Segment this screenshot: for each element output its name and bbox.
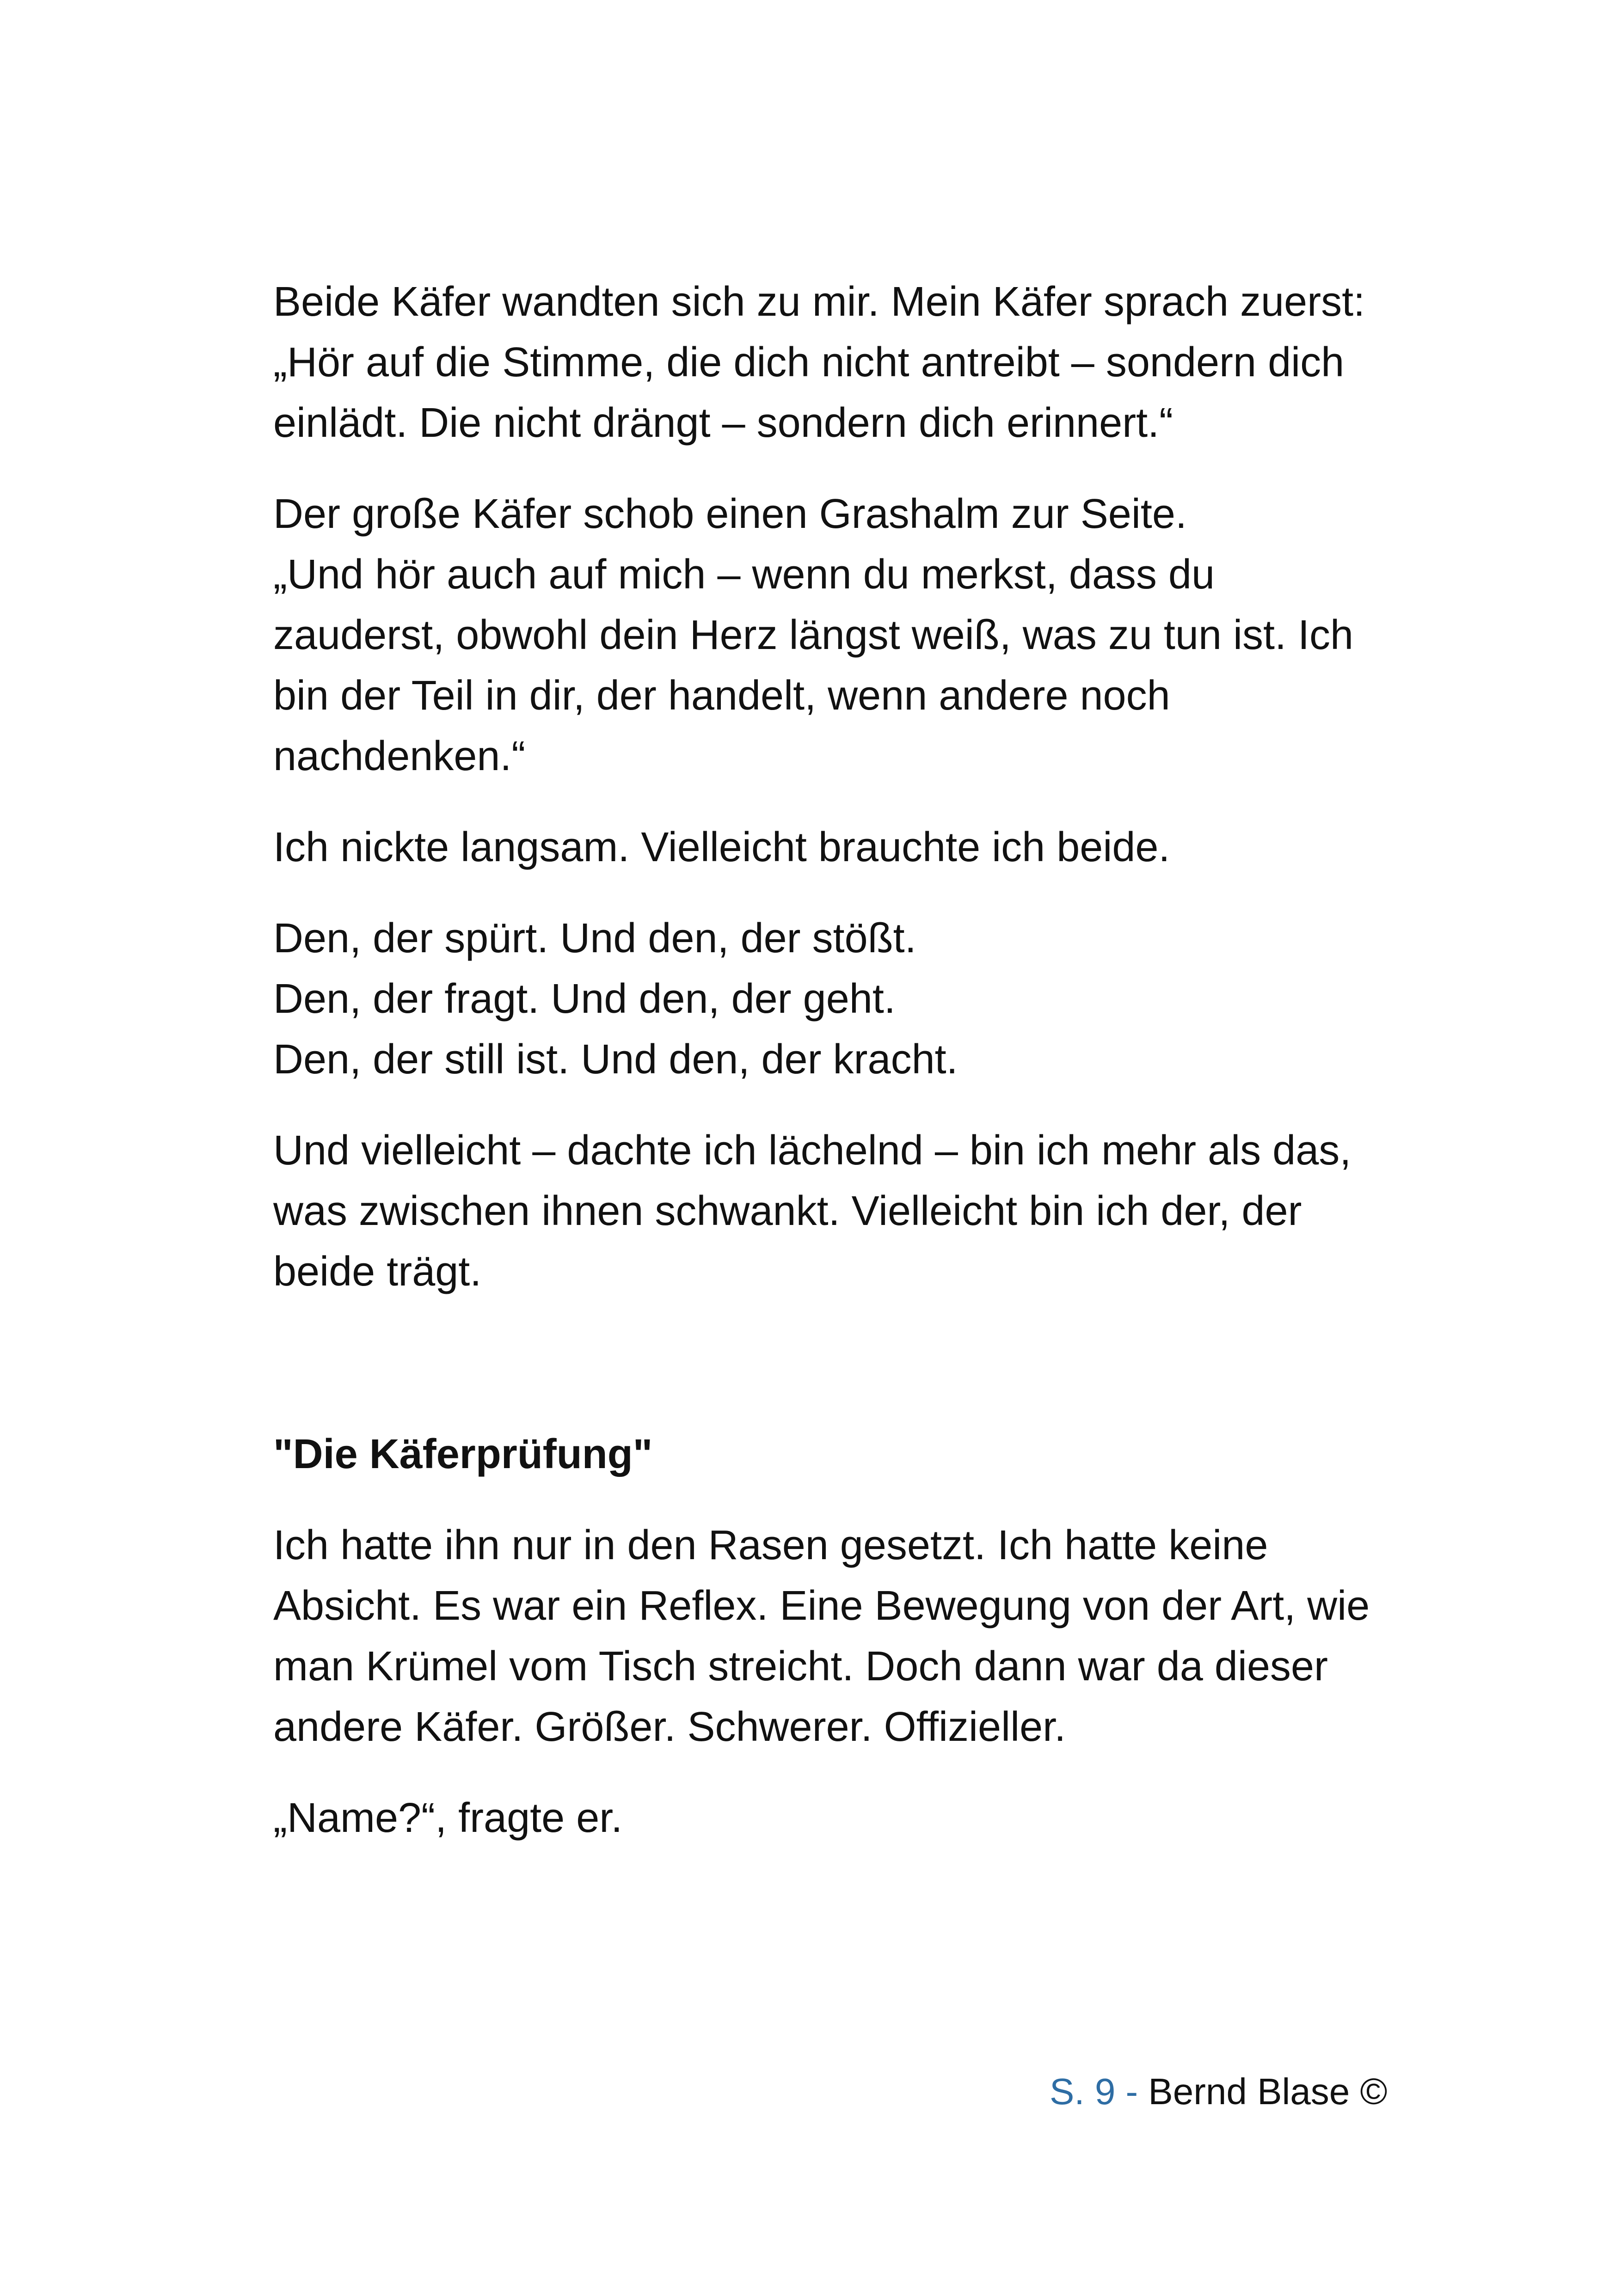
page-content <box>273 272 1411 1879</box>
paragraph <box>273 817 1411 878</box>
text-line: Beide Käfer wandten sich zu mir. Mein Käfer sprach zuerst: <box>273 279 1365 325</box>
paragraph <box>273 1515 1411 1757</box>
text-line: Den, der still ist. Und den, der kracht. <box>273 1036 958 1083</box>
page-number: S. 9 - <box>1050 2071 1149 2112</box>
text-line: einlädt. Die nicht drängt – sondern dich erinnert.“ <box>273 400 1173 446</box>
text-line: nachdenken.“ <box>273 733 526 779</box>
section-heading: "Die Käferprüfung" <box>273 1431 653 1477</box>
text-line: Und vielleicht – dachte ich lächelnd – bin ich mehr als das, <box>273 1127 1352 1174</box>
text-line: bin der Teil in dir, der handelt, wenn andere noch <box>273 673 1170 719</box>
text-line: man Krümel vom Tisch streicht. Doch dann war da dieser <box>273 1643 1328 1690</box>
text-line: beide trägt. <box>273 1249 482 1295</box>
text-line: was zwischen ihnen schwankt. Vielleicht bin ich der, der <box>273 1188 1302 1234</box>
text-line: zauderst, obwohl dein Herz längst weiß, was zu tun ist. Ich <box>273 612 1354 658</box>
paragraph <box>273 272 1411 453</box>
text-line: „Hör auf die Stimme, die dich nicht antreibt – sondern dich <box>273 339 1345 386</box>
paragraph <box>273 1788 1411 1849</box>
paragraph <box>273 484 1411 787</box>
text-line: Ich hatte ihn nur in den Rasen gesetzt. Ich hatte keine <box>273 1522 1268 1568</box>
text-line: Absicht. Es war ein Reflex. Eine Bewegung von der Art, wie <box>273 1583 1370 1629</box>
text-line: „Und hör auch auf mich – wenn du merkst, dass du <box>273 551 1215 598</box>
text-line: andere Käfer. Größer. Schwerer. Offizieller. <box>273 1704 1066 1750</box>
text-line: Ich nickte langsam. Vielleicht brauchte ich beide. <box>273 824 1170 870</box>
text-line: Den, der fragt. Und den, der geht. <box>273 976 896 1022</box>
page-footer <box>1050 2066 1419 2117</box>
paragraph <box>273 908 1411 1090</box>
paragraph <box>273 1120 1411 1302</box>
text-line: Der große Käfer schob einen Grashalm zur Seite. <box>273 491 1187 537</box>
text-line: „Name?“, fragte er. <box>273 1795 623 1841</box>
author-credit: Bernd Blase © <box>1148 2071 1388 2112</box>
text-line: Den, der spürt. Und den, der stößt. <box>273 915 916 961</box>
